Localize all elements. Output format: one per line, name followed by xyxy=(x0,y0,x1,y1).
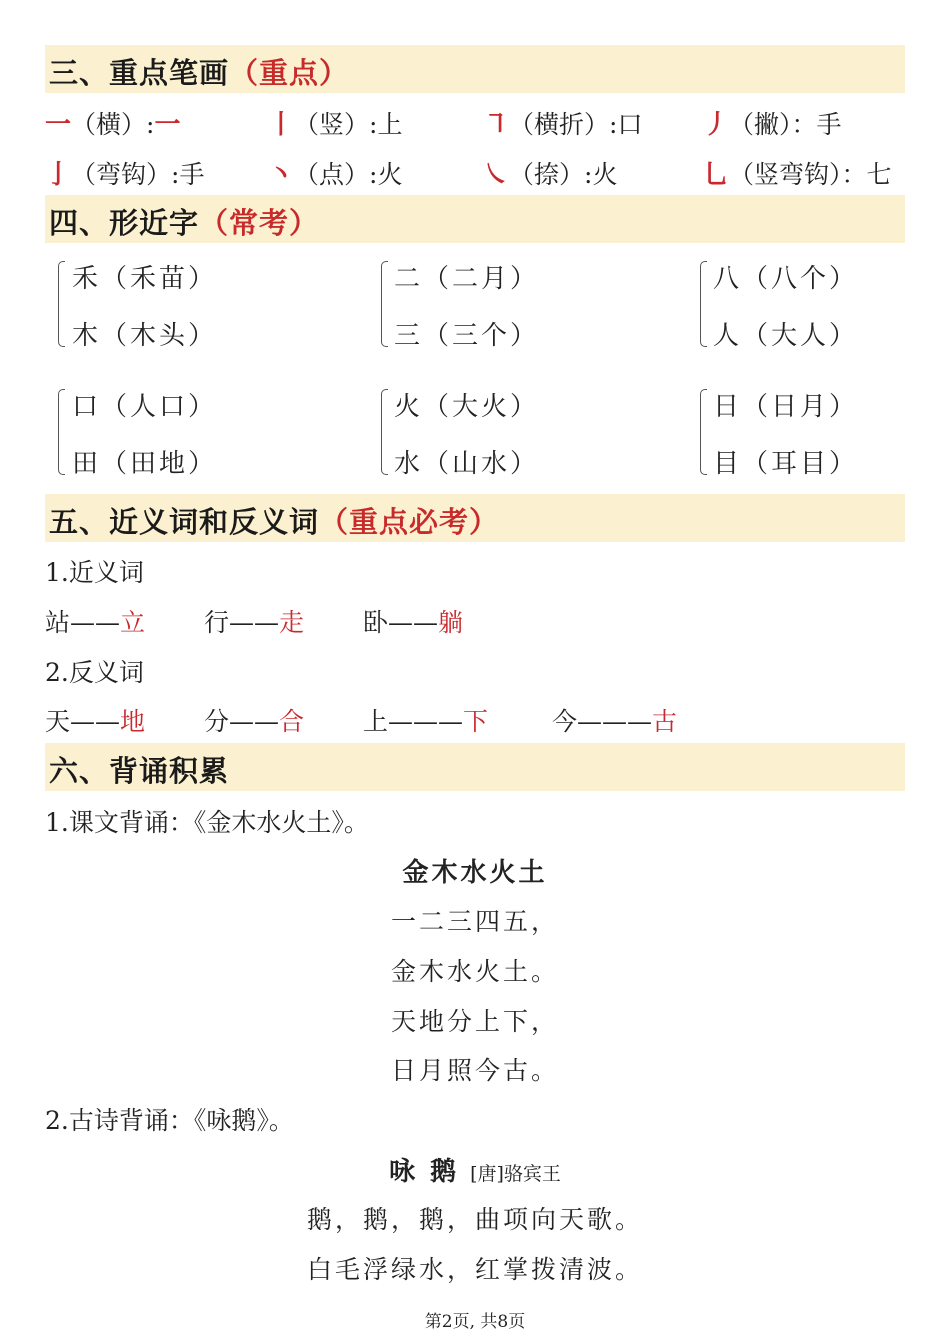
similar-char-item: 目（耳目） xyxy=(713,449,859,479)
synonym-pair: 卧——躺 xyxy=(363,608,464,637)
poem-line: 金木水火土。 xyxy=(390,957,559,986)
similar-char-item: 火（大火） xyxy=(394,392,540,422)
section-title: 六、背诵积累 xyxy=(49,754,230,788)
poem-heading: 2.古诗背诵：《咏鹅》。 xyxy=(45,1106,294,1135)
stroke-item-dian: 丶（点）:火 xyxy=(268,160,403,190)
synonym-pair: 行——走 xyxy=(204,608,305,637)
antonym-pair: 今———古 xyxy=(552,707,678,736)
poem-line: 白毛浮绿水，红掌拨清波。 xyxy=(306,1255,643,1284)
similar-char-item: 八（八个） xyxy=(713,264,859,294)
poem-line: 天地分上下， xyxy=(390,1007,559,1036)
antonym-pair: 分——合 xyxy=(204,707,305,736)
similar-char-item: 禾（禾苗） xyxy=(72,264,218,294)
section-header-recitation xyxy=(45,743,905,791)
section-header-synonyms-antonyms xyxy=(45,494,905,542)
stroke-item-shuwangou: 乚（竖弯钩）：七 xyxy=(703,160,892,190)
synonym-heading: 1.近义词 xyxy=(45,558,144,587)
poem-line: 鹅，鹅，鹅，曲项向天歌。 xyxy=(306,1205,643,1234)
brace-bracket xyxy=(700,261,707,347)
similar-char-item: 口（人口） xyxy=(72,392,218,422)
stroke-item-wangou: 亅（弯钩）:手 xyxy=(45,160,205,190)
poem-author: [唐]骆宾王 xyxy=(470,1163,561,1185)
recite-heading: 1.课文背诵：《金木水火土》。 xyxy=(45,808,369,837)
section-header-similar-chars xyxy=(45,195,905,243)
brace-bracket xyxy=(381,261,388,347)
brace-bracket xyxy=(58,389,65,475)
stroke-item-heng: 一（横）:一 xyxy=(45,110,181,140)
section-title: 五、近义词和反义词（重点必考） xyxy=(49,505,500,539)
section-title: 三、重点笔画（重点） xyxy=(49,56,350,90)
similar-char-item: 人（大人） xyxy=(713,321,859,351)
section-header-strokes xyxy=(45,45,905,93)
synonym-pair: 站——立 xyxy=(45,608,146,637)
stroke-item-shu: 丨（竖）:上 xyxy=(268,110,403,140)
poem-title-line xyxy=(0,1151,950,1188)
brace-bracket xyxy=(58,261,65,347)
poem-title: 金木水火土 xyxy=(402,858,548,888)
stroke-item-na: ㇏（捺）:火 xyxy=(483,160,618,190)
similar-char-item: 二（二月） xyxy=(394,264,540,294)
similar-char-item: 田（田地） xyxy=(72,449,218,479)
poem-line: 日月照今古。 xyxy=(390,1056,559,1085)
section-title: 四、形近字（常考） xyxy=(49,206,320,240)
poem-title: 咏 鹅 xyxy=(389,1157,460,1187)
similar-char-item: 水（山水） xyxy=(394,449,540,479)
stroke-item-pie: 丿（撇）：手 xyxy=(703,110,842,140)
brace-bracket xyxy=(381,389,388,475)
similar-char-item: 日（日月） xyxy=(713,392,859,422)
poem-line: 一二三四五， xyxy=(390,907,559,936)
antonym-heading: 2.反义词 xyxy=(45,658,144,687)
page-footer: 第2页, 共8页 xyxy=(424,1312,526,1332)
antonym-pair: 天——地 xyxy=(45,707,146,736)
brace-bracket xyxy=(700,389,707,475)
similar-char-item: 木（木头） xyxy=(72,321,218,351)
antonym-pair: 上———下 xyxy=(363,707,489,736)
stroke-item-hengzhe: ㇕（横折）:口 xyxy=(483,110,643,140)
similar-char-item: 三（三个） xyxy=(394,321,540,351)
